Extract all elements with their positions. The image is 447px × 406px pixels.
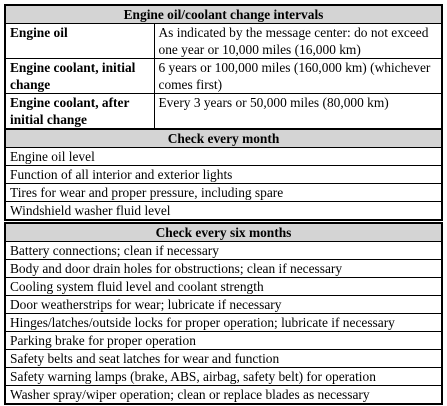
table-row bbox=[5, 24, 442, 59]
table-row bbox=[5, 296, 442, 314]
list-item: Safety belts and seat latches for wear and function bbox=[5, 350, 442, 368]
list-item: Body and door drain holes for obstructions; clean if necessary bbox=[5, 260, 442, 278]
monthly-checks-table bbox=[4, 128, 443, 221]
row-value: 6 years or 100,000 miles (160,000 km) (whichever comes first) bbox=[154, 59, 442, 94]
row-value: Every 3 years or 50,000 miles (80,000 km) bbox=[154, 94, 442, 130]
intervals-table bbox=[4, 4, 443, 130]
table-row bbox=[5, 386, 442, 405]
monthly-checks-header: Check every month bbox=[5, 129, 442, 148]
intervals-table-header: Engine oil/coolant change intervals bbox=[5, 5, 442, 24]
list-item: Hinges/latches/outside locks for proper operation; lubricate if necessary bbox=[5, 314, 442, 332]
table-row bbox=[5, 94, 442, 130]
six-month-checks-header: Check every six months bbox=[5, 223, 442, 242]
table-row bbox=[5, 368, 442, 386]
table-row bbox=[5, 278, 442, 296]
row-label: Engine oil bbox=[5, 24, 154, 59]
table-row bbox=[5, 260, 442, 278]
table-row bbox=[5, 59, 442, 94]
list-item: Cooling system fluid level and coolant strength bbox=[5, 278, 442, 296]
table-row bbox=[5, 202, 442, 221]
list-item: Washer spray/wiper operation; clean or replace blades as necessary bbox=[5, 386, 442, 405]
table-row bbox=[5, 350, 442, 368]
row-label: Engine coolant, initial change bbox=[5, 59, 154, 94]
table-row bbox=[5, 242, 442, 260]
list-item: Tires for wear and proper pressure, including spare bbox=[5, 184, 442, 202]
six-month-checks-table bbox=[4, 222, 443, 405]
table-row bbox=[5, 314, 442, 332]
row-value: As indicated by the message center: do not exceed one year or 10,000 miles (16,000 km) bbox=[154, 24, 442, 59]
list-item: Safety warning lamps (brake, ABS, airbag, safety belt) for operation bbox=[5, 368, 442, 386]
table-row bbox=[5, 166, 442, 184]
table-row bbox=[5, 184, 442, 202]
list-item: Door weatherstrips for wear; lubricate if necessary bbox=[5, 296, 442, 314]
list-item: Engine oil level bbox=[5, 148, 442, 166]
list-item: Function of all interior and exterior lights bbox=[5, 166, 442, 184]
row-label: Engine coolant, after initial change bbox=[5, 94, 154, 130]
table-row bbox=[5, 332, 442, 350]
table-row bbox=[5, 148, 442, 166]
list-item: Windshield washer fluid level bbox=[5, 202, 442, 221]
list-item: Battery connections; clean if necessary bbox=[5, 242, 442, 260]
list-item: Parking brake for proper operation bbox=[5, 332, 442, 350]
